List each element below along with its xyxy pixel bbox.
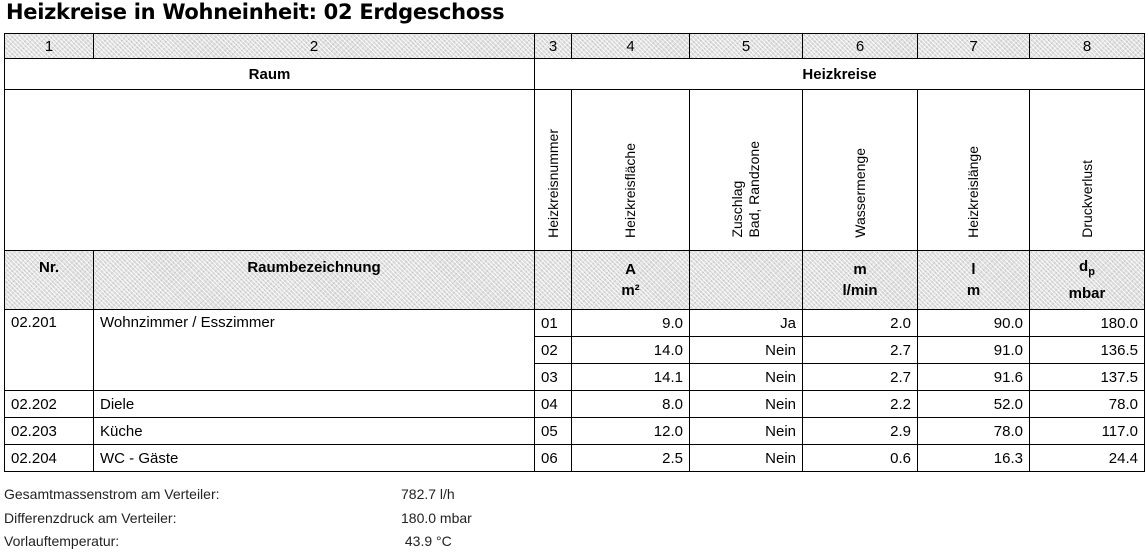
- circuit-number: 04: [535, 391, 572, 418]
- unit-header-row: [5, 251, 1145, 310]
- circuit-length: 91.6: [918, 364, 1030, 391]
- circuit-area: 8.0: [572, 391, 690, 418]
- room-name: Diele: [94, 391, 535, 418]
- heizkreislaenge-header: Heizkreislänge: [918, 90, 1030, 251]
- heizkreisnummer-header: Heizkreisnummer: [535, 90, 572, 251]
- room-nr: 02.202: [5, 391, 94, 418]
- zuschlag-header: Zuschlag Bad, Randzone: [690, 90, 803, 251]
- table-row: [5, 391, 1145, 418]
- circuit-water-flow: 2.2: [803, 391, 918, 418]
- circuit-pressure-loss: 117.0: [1030, 418, 1145, 445]
- room-name: Küche: [94, 418, 535, 445]
- circuit-surcharge: Nein: [690, 418, 803, 445]
- circuit-water-flow: 0.6: [803, 445, 918, 472]
- circuit-length: 90.0: [918, 310, 1030, 337]
- circuit-number: 01: [535, 310, 572, 337]
- room-nr: 02.201: [5, 310, 94, 391]
- circuit-number: 05: [535, 418, 572, 445]
- heizkreise-table: [4, 33, 1145, 472]
- circuit-length: 91.0: [918, 337, 1030, 364]
- wassermenge-unit: m l/min: [803, 251, 918, 310]
- column-number: 8: [1030, 34, 1145, 59]
- table-row: [5, 418, 1145, 445]
- circuit-area: 12.0: [572, 418, 690, 445]
- circuit-number: 03: [535, 364, 572, 391]
- column-number: 5: [690, 34, 803, 59]
- raum-group-header: Raum: [5, 59, 535, 90]
- circuit-pressure-loss: 78.0: [1030, 391, 1145, 418]
- flaeche-unit: A m²: [572, 251, 690, 310]
- summary-value: 43.9 °C: [401, 533, 452, 549]
- table-row: [5, 445, 1145, 472]
- circuit-pressure-loss: 180.0: [1030, 310, 1145, 337]
- heizkreisflaeche-header: Heizkreisfläche: [572, 90, 690, 251]
- summary-value: 180.0 mbar: [401, 510, 472, 526]
- nr-header: Nr.: [5, 251, 94, 310]
- column-number: 3: [535, 34, 572, 59]
- circuit-surcharge: Nein: [690, 391, 803, 418]
- druckverlust-unit: $d_p$ mbar: [1030, 251, 1145, 310]
- circuit-surcharge: Nein: [690, 364, 803, 391]
- circuit-surcharge: Nein: [690, 337, 803, 364]
- column-number: 7: [918, 34, 1030, 59]
- column-number: 1: [5, 34, 94, 59]
- wassermenge-header: Wassermenge: [803, 90, 918, 251]
- heizkreisnummer-unit: [535, 251, 572, 310]
- vertical-header-row: [5, 90, 1145, 251]
- circuit-pressure-loss: 136.5: [1030, 337, 1145, 364]
- circuit-length: 78.0: [918, 418, 1030, 445]
- circuit-number: 06: [535, 445, 572, 472]
- summary-label: Gesamtmassenstrom am Verteiler:: [4, 486, 220, 502]
- raum-blank-header: [5, 90, 535, 251]
- circuit-pressure-loss: 137.5: [1030, 364, 1145, 391]
- room-name: Wohnzimmer / Esszimmer: [94, 310, 535, 391]
- column-number: 6: [803, 34, 918, 59]
- room-name: WC - Gäste: [94, 445, 535, 472]
- table-row: [5, 310, 1145, 337]
- room-nr: 02.203: [5, 418, 94, 445]
- circuit-pressure-loss: 24.4: [1030, 445, 1145, 472]
- column-number: 2: [94, 34, 535, 59]
- zuschlag-unit: [690, 251, 803, 310]
- circuit-surcharge: Nein: [690, 445, 803, 472]
- raumbezeichnung-header: Raumbezeichnung: [94, 251, 535, 310]
- column-number-row: [5, 34, 1145, 59]
- summary-value: 782.7 l/h: [401, 486, 455, 502]
- circuit-water-flow: 2.7: [803, 364, 918, 391]
- page-title: Heizkreise in Wohneinheit: 02 Erdgeschoss: [6, 0, 505, 24]
- column-number: 4: [572, 34, 690, 59]
- laenge-unit: l m: [918, 251, 1030, 310]
- heizkreise-group-header: Heizkreise: [535, 59, 1145, 90]
- room-nr: 02.204: [5, 445, 94, 472]
- circuit-length: 16.3: [918, 445, 1030, 472]
- circuit-area: 14.0: [572, 337, 690, 364]
- circuit-number: 02: [535, 337, 572, 364]
- circuit-surcharge: Ja: [690, 310, 803, 337]
- circuit-water-flow: 2.7: [803, 337, 918, 364]
- group-header-row: [5, 59, 1145, 90]
- circuit-area: 14.1: [572, 364, 690, 391]
- summary-label: Differenzdruck am Verteiler:: [4, 510, 177, 526]
- circuit-area: 2.5: [572, 445, 690, 472]
- circuit-water-flow: 2.9: [803, 418, 918, 445]
- druckverlust-header: Druckverlust: [1030, 90, 1145, 251]
- circuit-water-flow: 2.0: [803, 310, 918, 337]
- summary-label: Vorlauftemperatur:: [4, 533, 120, 549]
- circuit-area: 9.0: [572, 310, 690, 337]
- circuit-length: 52.0: [918, 391, 1030, 418]
